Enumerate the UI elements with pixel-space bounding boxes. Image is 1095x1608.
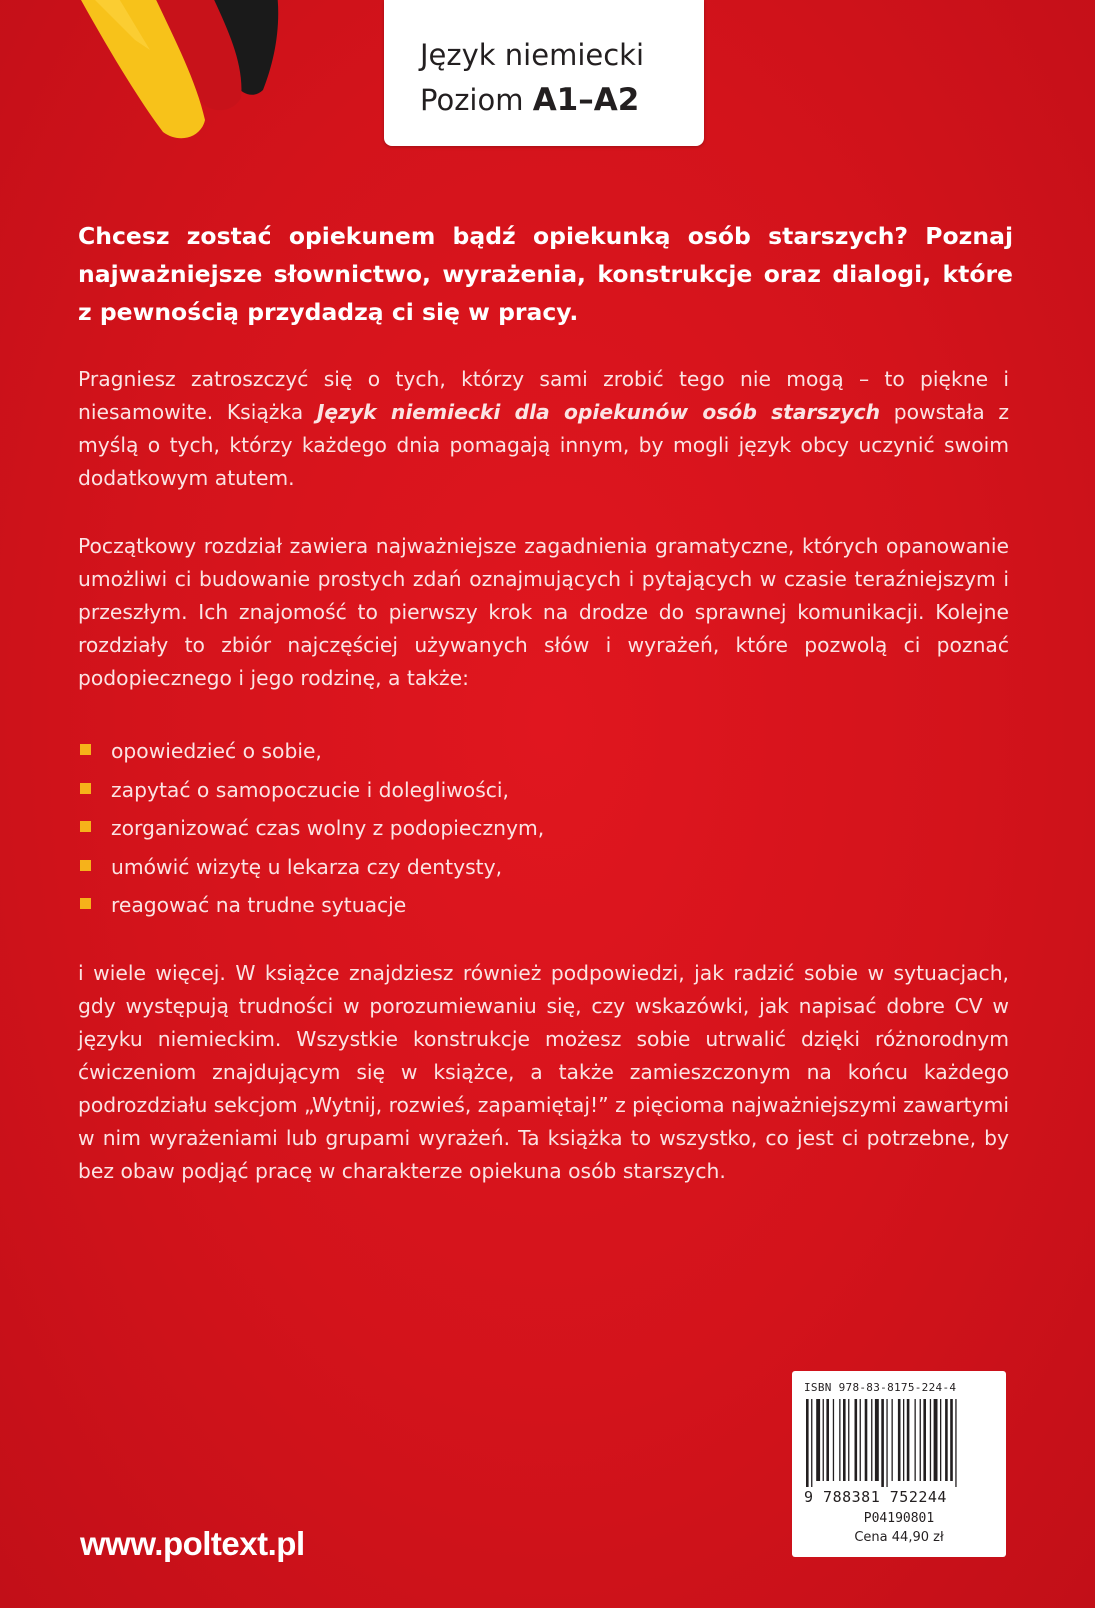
barcode-bar — [934, 1399, 938, 1481]
bullet-square-icon — [80, 821, 91, 832]
price-label: Cena 44,90 zł — [854, 1530, 944, 1545]
skills-list — [78, 736, 544, 929]
barcode-bar — [898, 1399, 901, 1481]
barcode-bar — [823, 1399, 824, 1481]
description-paragraph-1 — [78, 363, 1009, 495]
list-item — [78, 736, 544, 775]
barcode-bar — [920, 1399, 921, 1481]
isbn-number: ISBN 978-83-8175-224-4 — [804, 1381, 957, 1394]
list-item — [78, 890, 544, 929]
paragraph1-after: powstała z myślą o tych, którzy każdego dnia pomagają innym, by mogli język obcy uczynić swoim dodatkowym atutem. — [78, 400, 1009, 490]
barcode-bar — [945, 1399, 948, 1481]
level-prefix: Poziom — [420, 83, 533, 117]
bullet-square-icon — [80, 783, 91, 794]
barcode-bar — [923, 1399, 926, 1481]
barcode-bar — [811, 1399, 812, 1487]
bullet-square-icon — [80, 744, 91, 755]
barcode-bar — [940, 1399, 941, 1481]
level-label — [420, 82, 639, 118]
barcode-bar — [886, 1399, 887, 1487]
list-item-text: zorganizować czas wolny z podopiecznym, — [111, 816, 545, 840]
barcode-graphic — [802, 1399, 996, 1487]
barcode-bar — [855, 1399, 858, 1481]
description-paragraph-2: Początkowy rozdział zawiera najważniejsze zagadnienia gramatyczne, których opanowanie umożliwi ci budowanie prostych zdań oznajmujących i pytających w czasie teraźniejszym i przeszłym. Ich znajomość to pierwszy krok na drodze do sprawnej komunikacji. Kolejne rozdziały to zbiór najczęściej używanych słów i wyrażeń, które pozwolą ci poznać podopiecznego i jego rodzinę, a także: — [78, 534, 1009, 690]
barcode-bar — [950, 1399, 953, 1481]
barcode-bar — [881, 1399, 884, 1487]
barcode-bar — [833, 1399, 834, 1481]
list-item-text: zapytać o samopoczucie i dolegliwości, — [111, 777, 509, 802]
bullet-square-icon — [80, 860, 91, 871]
german-flag-brush-strokes — [55, 0, 285, 160]
language-label: Język niemiecki — [420, 38, 645, 72]
barcode-bar — [843, 1399, 846, 1481]
publisher-website[interactable]: www.poltext.pl — [80, 1525, 305, 1562]
barcode-bar — [871, 1399, 872, 1481]
bullet-square-icon — [80, 898, 91, 909]
list-item — [78, 775, 544, 814]
description-paragraph-3: i wiele więcej. W książce znajdziesz również podpowiedzi, jak radzić sobie w sytuacjach, gdy występują trudności w porozumiewaniu się, czy wskazówki, jak napisać dobre CV w języku niemieckim. Wszystkie konstrukcje możesz sobie utrwalić dzięki różnorodnym ćwiczeniom znajdującym się w książce, a także zamieszczonym na końcu każdego podrozdziału sekcjom „Wytnij, rozwieś, zapamiętaj!” z pięcioma najważniejszymi zawartymi w nim wyrażeniami lub grupami wyrażeń. Ta książka to wszystko, co jest ci potrzebne, by bez obaw podjąć pracę w charakterze opiekuna osób starszych. — [78, 961, 1009, 1183]
barcode-bar — [860, 1399, 861, 1481]
barcode-bar — [930, 1399, 931, 1481]
barcode-bar — [955, 1399, 956, 1487]
barcode-bar — [903, 1399, 904, 1481]
list-item-text: reagować na trudne sytuacje — [111, 893, 407, 917]
barcode-digits: 9 788381 752244 — [804, 1488, 947, 1506]
barcode-bar — [826, 1399, 829, 1481]
list-item-text: umówić wizytę u lekarza czy dentysty, — [111, 854, 503, 879]
paragraph1-before: Pragniesz zatroszczyć się o tych, którzy sami zrobić tego nie mogą – to piękne i niesamowite. Książka — [78, 367, 1009, 424]
list-item-text: opowiedzieć o sobie, — [111, 739, 322, 763]
barcode-bar — [907, 1399, 910, 1481]
barcode-bar — [875, 1399, 879, 1481]
barcode-bar — [806, 1399, 809, 1487]
product-code: P04190801 — [863, 1511, 935, 1526]
list-item — [78, 813, 544, 852]
intro-heading: Chcesz zostać opiekunem bądź opiekunką osób starszych? Poznaj najważniejsze słownictwo, wyrażenia, konstrukcje oraz dialogi, które z pewnością przydadzą ci się w pracy. — [78, 222, 1013, 326]
barcode-bar — [816, 1399, 820, 1481]
barcode-bar — [865, 1399, 868, 1481]
book-title: Język niemiecki dla opiekunów osób starszych — [316, 400, 881, 424]
barcode-bar — [848, 1399, 849, 1481]
language-level-box — [384, 0, 704, 146]
list-item — [78, 852, 544, 891]
barcode-bar — [839, 1399, 840, 1481]
barcode-bar — [915, 1399, 916, 1481]
isbn-barcode-label — [792, 1371, 1006, 1557]
barcode-bar — [892, 1399, 893, 1481]
level-value: A1–A2 — [532, 82, 640, 118]
